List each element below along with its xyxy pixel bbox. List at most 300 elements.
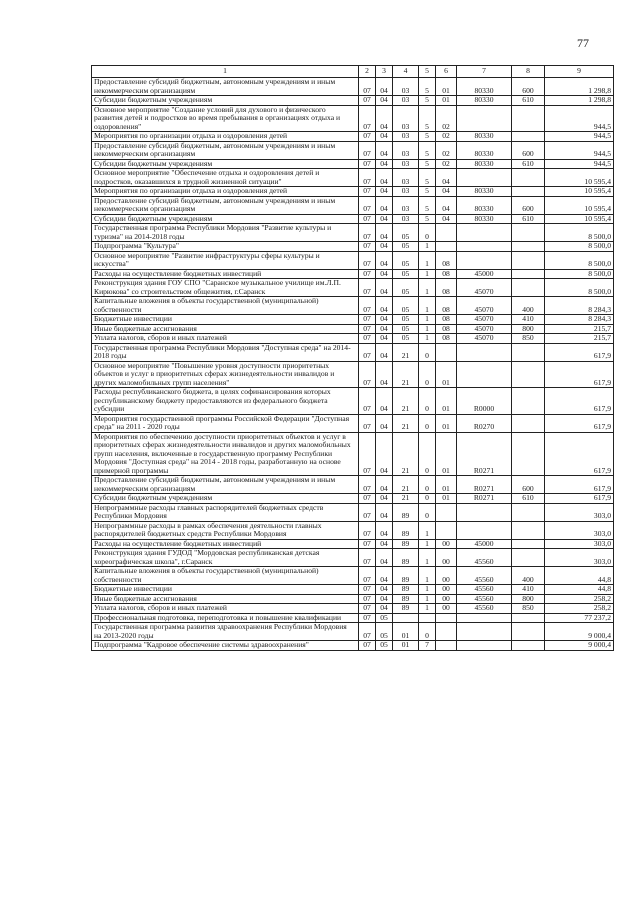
subsection-code: 05: [376, 613, 393, 623]
expense-type-code: [512, 343, 545, 361]
subprogram-code: 5: [419, 159, 436, 169]
subprogram-code: 1: [419, 269, 436, 279]
subprogram-code: 0: [419, 388, 436, 415]
program-code: 03: [393, 159, 419, 169]
expense-name: Мероприятия по организации отдыха и оздоровления детей: [92, 132, 359, 142]
expense-type-code: [512, 251, 545, 269]
program-code: [393, 613, 419, 623]
expense-type-code: 600: [512, 196, 545, 214]
table-row: [92, 78, 614, 96]
subsection-code: 04: [376, 251, 393, 269]
activity-code: 01: [436, 476, 457, 494]
header-cell: 1: [92, 66, 359, 78]
activity-code: 02: [436, 159, 457, 169]
expense-type-code: 610: [512, 494, 545, 504]
program-code: 03: [393, 105, 419, 132]
subsection-code: 04: [376, 279, 393, 297]
activity-code: 04: [436, 187, 457, 197]
subsection-code: 05: [376, 623, 393, 641]
activity-code: 01: [436, 361, 457, 388]
activity-code: 04: [436, 214, 457, 224]
subsection-code: 04: [376, 594, 393, 604]
direction-code: [457, 224, 512, 242]
activity-code: 02: [436, 132, 457, 142]
subprogram-code: 0: [419, 623, 436, 641]
subprogram-code: 1: [419, 585, 436, 595]
program-code: 05: [393, 269, 419, 279]
section-code: 07: [359, 105, 376, 132]
amount: 1 298,8: [545, 96, 614, 106]
direction-code: [457, 242, 512, 252]
expense-type-code: [512, 132, 545, 142]
amount: 258,2: [545, 604, 614, 614]
program-code: 05: [393, 224, 419, 242]
program-code: 89: [393, 594, 419, 604]
subsection-code: 04: [376, 476, 393, 494]
direction-code: 45000: [457, 539, 512, 549]
subsection-code: 04: [376, 494, 393, 504]
section-code: 07: [359, 214, 376, 224]
section-code: 07: [359, 343, 376, 361]
subsection-code: 04: [376, 585, 393, 595]
expense-type-code: 850: [512, 334, 545, 344]
table-row: [92, 196, 614, 214]
expense-type-code: [512, 414, 545, 432]
expense-name: Основное мероприятие "Обеспечение отдыха и оздоровления детей и подростков, оказавшихся в трудной жизненной ситуации": [92, 169, 359, 187]
table-row: [92, 567, 614, 585]
table-row: [92, 132, 614, 142]
expense-type-code: 850: [512, 604, 545, 614]
subprogram-code: 1: [419, 567, 436, 585]
subsection-code: 04: [376, 604, 393, 614]
expense-name: Подпрограмма "Культура": [92, 242, 359, 252]
activity-code: 04: [436, 196, 457, 214]
expense-type-code: 400: [512, 297, 545, 315]
direction-code: [457, 521, 512, 539]
section-code: 07: [359, 388, 376, 415]
table-row: [92, 334, 614, 344]
section-code: 07: [359, 324, 376, 334]
activity-code: [436, 641, 457, 651]
expense-name: Субсидии бюджетным учреждениям: [92, 96, 359, 106]
direction-code: 80330: [457, 132, 512, 142]
program-code: 03: [393, 187, 419, 197]
subsection-code: 04: [376, 432, 393, 476]
direction-code: R0271: [457, 432, 512, 476]
amount: 303,0: [545, 521, 614, 539]
direction-code: 45070: [457, 324, 512, 334]
amount: 944,5: [545, 105, 614, 132]
amount: 8 500,0: [545, 279, 614, 297]
section-code: 07: [359, 242, 376, 252]
section-code: 07: [359, 641, 376, 651]
direction-code: [457, 343, 512, 361]
expense-type-code: 610: [512, 214, 545, 224]
table-row: [92, 361, 614, 388]
direction-code: 45560: [457, 567, 512, 585]
expense-type-code: [512, 503, 545, 521]
table-row: [92, 521, 614, 539]
section-code: 07: [359, 251, 376, 269]
subprogram-code: 1: [419, 604, 436, 614]
program-code: 03: [393, 132, 419, 142]
activity-code: 08: [436, 269, 457, 279]
table-row: [92, 169, 614, 187]
program-code: 89: [393, 604, 419, 614]
page-number: 77: [577, 36, 589, 50]
amount: 944,5: [545, 132, 614, 142]
subprogram-code: 5: [419, 96, 436, 106]
program-code: 05: [393, 324, 419, 334]
section-code: 07: [359, 169, 376, 187]
activity-code: [436, 521, 457, 539]
activity-code: 00: [436, 594, 457, 604]
section-code: 07: [359, 78, 376, 96]
subprogram-code: 1: [419, 539, 436, 549]
subprogram-code: 1: [419, 251, 436, 269]
expense-name: Предоставление субсидий бюджетным, автономным учреждениям и иным некоммерческим организациям: [92, 141, 359, 159]
section-code: 07: [359, 432, 376, 476]
header-cell: 7: [457, 66, 512, 78]
subsection-code: 04: [376, 169, 393, 187]
section-code: 07: [359, 141, 376, 159]
program-code: 89: [393, 585, 419, 595]
expense-name: Основное мероприятие "Повышение уровня доступности приоритетных объектов и услуг в приоритетных сферах жизнедеятельности инвалидов и других маломобильных групп населения": [92, 361, 359, 388]
table-row: [92, 414, 614, 432]
expense-type-code: 410: [512, 315, 545, 325]
section-code: 07: [359, 613, 376, 623]
subprogram-code: 1: [419, 334, 436, 344]
amount: 8 284,3: [545, 297, 614, 315]
subsection-code: 04: [376, 242, 393, 252]
amount: 617,9: [545, 388, 614, 415]
subsection-code: 04: [376, 132, 393, 142]
subsection-code: 04: [376, 315, 393, 325]
amount: 8 500,0: [545, 251, 614, 269]
subsection-code: 04: [376, 96, 393, 106]
program-code: 03: [393, 96, 419, 106]
expense-name: Мероприятия по организации отдыха и оздоровления детей: [92, 187, 359, 197]
activity-code: 01: [436, 96, 457, 106]
activity-code: [436, 343, 457, 361]
expense-name: Основное мероприятие "Развитие инфраструктуры сферы культуры и искусства": [92, 251, 359, 269]
direction-code: 45560: [457, 604, 512, 614]
expense-type-code: 610: [512, 96, 545, 106]
amount: 8 500,0: [545, 269, 614, 279]
subsection-code: 05: [376, 641, 393, 651]
expense-type-code: [512, 613, 545, 623]
direction-code: 80330: [457, 187, 512, 197]
amount: 617,9: [545, 343, 614, 361]
section-code: 07: [359, 623, 376, 641]
activity-code: 01: [436, 388, 457, 415]
expense-type-code: [512, 388, 545, 415]
section-code: 07: [359, 494, 376, 504]
expense-type-code: 400: [512, 567, 545, 585]
expense-name: Предоставление субсидий бюджетным, автономным учреждениям и иным некоммерческим организациям: [92, 476, 359, 494]
activity-code: 08: [436, 251, 457, 269]
amount: 8 500,0: [545, 224, 614, 242]
activity-code: [436, 224, 457, 242]
subsection-code: 04: [376, 269, 393, 279]
subprogram-code: 5: [419, 196, 436, 214]
section-code: 07: [359, 159, 376, 169]
activity-code: 00: [436, 604, 457, 614]
section-code: 07: [359, 567, 376, 585]
expense-name: Предоставление субсидий бюджетным, автономным учреждениям и иным некоммерческим организациям: [92, 78, 359, 96]
section-code: 07: [359, 414, 376, 432]
table-row: [92, 343, 614, 361]
direction-code: 45070: [457, 334, 512, 344]
subprogram-code: 0: [419, 361, 436, 388]
expense-name: Государственная программа развития здравоохранения Республики Мордовия на 2013-2020 годы: [92, 623, 359, 641]
header-cell: 8: [512, 66, 545, 78]
header-cell: 4: [393, 66, 419, 78]
subsection-code: 04: [376, 549, 393, 567]
expense-name: Реконструкция здания ГУДОД "Мордовская республиканская детская хореографическая школа", г.Саранск: [92, 549, 359, 567]
program-code: 89: [393, 567, 419, 585]
table-row: [92, 141, 614, 159]
section-code: 07: [359, 604, 376, 614]
table-row: [92, 242, 614, 252]
amount: 1 298,8: [545, 78, 614, 96]
expense-name: Бюджетные инвестиции: [92, 585, 359, 595]
expense-type-code: 800: [512, 324, 545, 334]
amount: 77 237,2: [545, 613, 614, 623]
subprogram-code: 1: [419, 594, 436, 604]
amount: 944,5: [545, 159, 614, 169]
table-row: [92, 224, 614, 242]
subprogram-code: 5: [419, 187, 436, 197]
activity-code: 08: [436, 324, 457, 334]
activity-code: 00: [436, 585, 457, 595]
expense-name: Иные бюджетные ассигнования: [92, 324, 359, 334]
section-code: 07: [359, 196, 376, 214]
amount: 8 284,3: [545, 315, 614, 325]
subsection-code: 04: [376, 567, 393, 585]
program-code: 21: [393, 432, 419, 476]
subprogram-code: 5: [419, 78, 436, 96]
section-code: 07: [359, 279, 376, 297]
section-code: 07: [359, 476, 376, 494]
expense-name: Мероприятия по обеспечению доступности приоритетных объектов и услуг в приоритетных сферах жизнедеятельности инвалидов и других маломобильных групп населения, включенные в государственную программу Республики Мордовия "Доступная среда" на 2014 - 2018 годы, разработанную на основе примерной программы: [92, 432, 359, 476]
amount: 10 595,4: [545, 214, 614, 224]
section-code: 07: [359, 187, 376, 197]
amount: 303,0: [545, 539, 614, 549]
direction-code: [457, 169, 512, 187]
expense-type-code: [512, 641, 545, 651]
subsection-code: 04: [376, 343, 393, 361]
program-code: 01: [393, 641, 419, 651]
section-code: 07: [359, 585, 376, 595]
subsection-code: 04: [376, 388, 393, 415]
expense-name: Предоставление субсидий бюджетным, автономным учреждениям и иным некоммерческим организациям: [92, 196, 359, 214]
expense-type-code: [512, 105, 545, 132]
program-code: 03: [393, 141, 419, 159]
subsection-code: 04: [376, 503, 393, 521]
subprogram-code: 0: [419, 343, 436, 361]
section-code: 07: [359, 594, 376, 604]
expense-type-code: 600: [512, 141, 545, 159]
expense-name: Капитальные вложения в объекты государственной (муниципальной) собственности: [92, 567, 359, 585]
direction-code: R0270: [457, 414, 512, 432]
direction-code: 80330: [457, 78, 512, 96]
subsection-code: 04: [376, 414, 393, 432]
subsection-code: 04: [376, 214, 393, 224]
amount: 617,9: [545, 494, 614, 504]
activity-code: [436, 242, 457, 252]
direction-code: 45560: [457, 549, 512, 567]
activity-code: 08: [436, 297, 457, 315]
amount: 617,9: [545, 414, 614, 432]
section-code: 07: [359, 315, 376, 325]
subsection-code: 04: [376, 159, 393, 169]
section-code: 07: [359, 539, 376, 549]
table-row: [92, 549, 614, 567]
table-row: [92, 432, 614, 476]
subsection-code: 04: [376, 521, 393, 539]
expense-name: Государственная программа Республики Мордовия "Развитие культуры и туризма" на 2014-2018 годы: [92, 224, 359, 242]
amount: 44,8: [545, 585, 614, 595]
program-code: 21: [393, 494, 419, 504]
activity-code: 00: [436, 567, 457, 585]
direction-code: [457, 613, 512, 623]
expense-type-code: [512, 242, 545, 252]
header-cell: 5: [419, 66, 436, 78]
amount: 10 595,4: [545, 196, 614, 214]
activity-code: 08: [436, 334, 457, 344]
expense-type-code: [512, 549, 545, 567]
direction-code: 80330: [457, 214, 512, 224]
amount: 8 500,0: [545, 242, 614, 252]
expense-type-code: 600: [512, 78, 545, 96]
table-row: [92, 187, 614, 197]
subprogram-code: 1: [419, 324, 436, 334]
program-code: 21: [393, 343, 419, 361]
program-code: 21: [393, 476, 419, 494]
activity-code: 01: [436, 78, 457, 96]
expense-name: Государственная программа Республики Мордовия "Доступная среда" на 2014-2018 годы: [92, 343, 359, 361]
amount: 303,0: [545, 549, 614, 567]
section-code: 07: [359, 297, 376, 315]
expense-name: Субсидии бюджетным учреждениям: [92, 214, 359, 224]
program-code: 01: [393, 623, 419, 641]
activity-code: 04: [436, 169, 457, 187]
subprogram-code: 0: [419, 224, 436, 242]
expense-name: Уплата налогов, сборов и иных платежей: [92, 604, 359, 614]
section-code: 07: [359, 224, 376, 242]
subprogram-code: 0: [419, 503, 436, 521]
expense-name: Непрограммные расходы главных распорядителей бюджетных средств Республики Мордовия: [92, 503, 359, 521]
subprogram-code: 1: [419, 521, 436, 539]
expense-name: Капитальные вложения в объекты государственной (муниципальной) собственности: [92, 297, 359, 315]
subsection-code: 04: [376, 539, 393, 549]
table-row: [92, 279, 614, 297]
amount: 944,5: [545, 141, 614, 159]
direction-code: [457, 361, 512, 388]
header-cell: 3: [376, 66, 393, 78]
table-row: [92, 604, 614, 614]
subsection-code: 04: [376, 334, 393, 344]
direction-code: [457, 251, 512, 269]
section-code: 07: [359, 521, 376, 539]
expense-name: Подпрограмма "Кадровое обеспечение системы здравоохранения": [92, 641, 359, 651]
direction-code: 45560: [457, 585, 512, 595]
direction-code: 45560: [457, 594, 512, 604]
activity-code: 08: [436, 279, 457, 297]
expense-type-code: [512, 361, 545, 388]
expense-name: Субсидии бюджетным учреждениям: [92, 494, 359, 504]
expense-type-code: [512, 432, 545, 476]
expense-type-code: [512, 539, 545, 549]
section-code: 07: [359, 132, 376, 142]
activity-code: 02: [436, 105, 457, 132]
program-code: 21: [393, 414, 419, 432]
table-row: [92, 105, 614, 132]
table-row: [92, 503, 614, 521]
expense-type-code: [512, 521, 545, 539]
direction-code: R0271: [457, 476, 512, 494]
direction-code: R0000: [457, 388, 512, 415]
table-row: [92, 494, 614, 504]
program-code: 21: [393, 361, 419, 388]
table-row: [92, 297, 614, 315]
direction-code: [457, 503, 512, 521]
subsection-code: 04: [376, 297, 393, 315]
expense-name: Основное мероприятие "Создание условий для духового и физического развития детей и подростков во время пребывания в организациях отдыха и оздоровления": [92, 105, 359, 132]
activity-code: 01: [436, 414, 457, 432]
subsection-code: 04: [376, 187, 393, 197]
direction-code: 45070: [457, 297, 512, 315]
section-code: 07: [359, 96, 376, 106]
header-row: [92, 66, 614, 78]
amount: 44,8: [545, 567, 614, 585]
expense-type-code: [512, 224, 545, 242]
program-code: 89: [393, 521, 419, 539]
program-code: 21: [393, 388, 419, 415]
direction-code: 45000: [457, 269, 512, 279]
program-code: 89: [393, 539, 419, 549]
activity-code: 00: [436, 539, 457, 549]
table-row: [92, 315, 614, 325]
expense-type-code: [512, 187, 545, 197]
direction-code: 80330: [457, 96, 512, 106]
table-row: [92, 476, 614, 494]
program-code: 05: [393, 242, 419, 252]
header-cell: 9: [545, 66, 614, 78]
activity-code: 01: [436, 432, 457, 476]
amount: 10 595,4: [545, 169, 614, 187]
expense-type-code: [512, 169, 545, 187]
amount: 215,7: [545, 334, 614, 344]
amount: 258,2: [545, 594, 614, 604]
activity-code: [436, 503, 457, 521]
direction-code: 80330: [457, 141, 512, 159]
subprogram-code: 0: [419, 414, 436, 432]
subprogram-code: 5: [419, 214, 436, 224]
amount: 9 000,4: [545, 641, 614, 651]
amount: 215,7: [545, 324, 614, 334]
expense-name: Реконструкция здания ГОУ СПО "Саранское музыкальное училище им.Л.П. Кирюкова" со строительством общежития, г.Саранск: [92, 279, 359, 297]
amount: 617,9: [545, 476, 614, 494]
direction-code: 45070: [457, 315, 512, 325]
program-code: 03: [393, 169, 419, 187]
section-code: 07: [359, 503, 376, 521]
expense-type-code: 410: [512, 585, 545, 595]
expense-name: Расходы республиканского бюджета, в целях софинансирования которых республиканскому бюджету предоставляются из федерального бюджета субсидии: [92, 388, 359, 415]
subprogram-code: 5: [419, 132, 436, 142]
expense-type-code: [512, 279, 545, 297]
